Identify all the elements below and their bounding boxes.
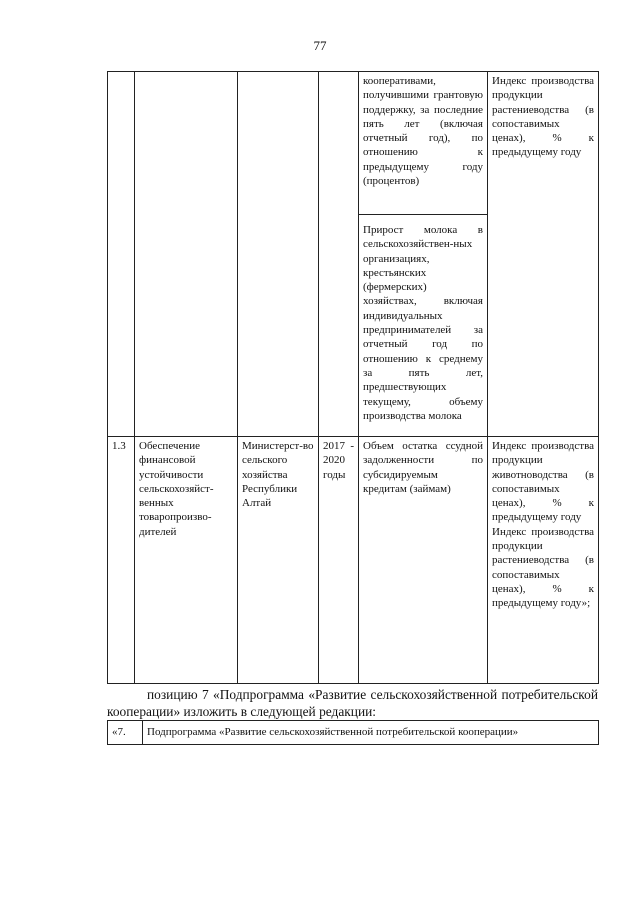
- row-indicators: [488, 437, 599, 684]
- row-name: Обеспечение финансовой устойчивости сельскохозяйст-венных товаропроизво-дителей: [135, 437, 238, 684]
- subprogram-table: [107, 720, 599, 745]
- cont-num-cell: [108, 72, 135, 437]
- cont-indicator: Индекс производства продукции растениеводства (в сопоставимых ценах), % к предыдущему году: [488, 72, 599, 437]
- subprogram-title: Подпрограмма «Развитие сельскохозяйственной потребительской кооперации»: [143, 721, 599, 745]
- row-executor: Министерст-во сельского хозяйства Республики Алтай: [238, 437, 319, 684]
- cont-target-2: Прирост молока в сельскохозяйствен-ных организациях, крестьянских (фермерских) хозяйствах, включая индивидуальных предпринимателей за отчетный год по отношению к среднему за пять лет, предшествующих текущему, объему производства молока: [359, 215, 488, 437]
- row-indicator-2: Индекс производства продукции растениеводства (в сопоставимых ценах), % к предыдущему году»;: [492, 525, 594, 610]
- cont-period-cell: [319, 72, 359, 437]
- cont-executor-cell: [238, 72, 319, 437]
- cont-target-1: кооперативами, получившими грантовую поддержку, за последние пять лет (включая отчетный год), по отношению к предыдущему году (процентов): [359, 72, 488, 215]
- row-indicator-1: Индекс производства продукции животноводства (в сопоставимых ценах), % к предыдущему году: [492, 440, 594, 524]
- instruction-paragraph: позицию 7 «Подпрограмма «Развитие сельскохозяйственной потребительской кооперации» изложить в следующей редакции:: [107, 687, 598, 719]
- program-table: [107, 71, 599, 684]
- page-number: 77: [313, 38, 327, 53]
- row-period: 2017 - 2020 годы: [319, 437, 359, 684]
- cont-name-cell: [135, 72, 238, 437]
- row-target: Объем остатка ссудной задолженности по субсидируемым кредитам (займам): [359, 437, 488, 684]
- row-number: 1.3: [108, 437, 135, 684]
- subprogram-number: «7.: [108, 721, 143, 745]
